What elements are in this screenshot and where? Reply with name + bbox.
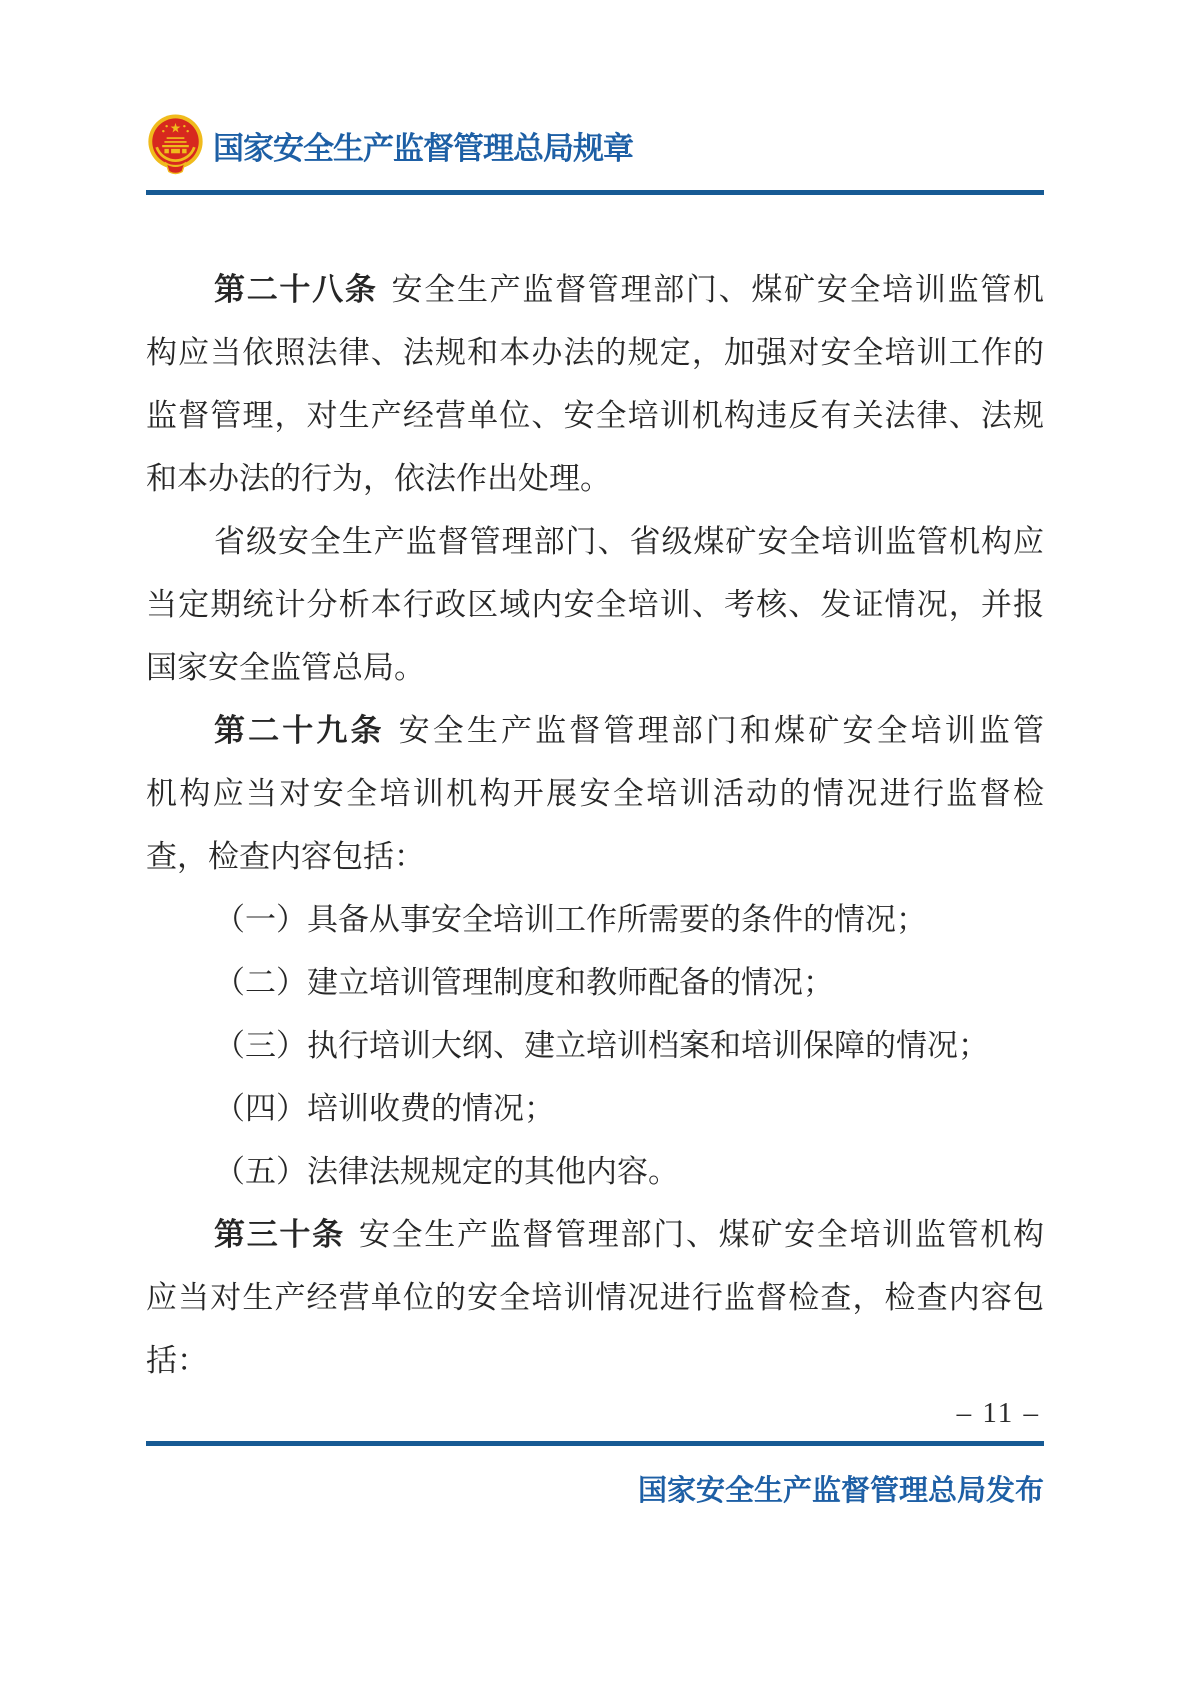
line-text: （一）具备从事安全培训工作所需要的条件的情况； — [214, 902, 927, 937]
header-title: 国家安全生产监督管理总局规章 — [213, 130, 633, 166]
article-number: 第二十八条 — [214, 272, 378, 307]
line-text: 括： — [146, 1343, 208, 1378]
line-text: 国家安全监管总局。 — [146, 650, 425, 685]
document-line — [146, 447, 1044, 510]
line-text: （四）培训收费的情况； — [214, 1091, 555, 1126]
document-line — [146, 636, 1044, 699]
line-text: （三）执行培训大纲、建立培训档案和培训保障的情况； — [214, 1028, 989, 1063]
line-text: 应当对生产经营单位的安全培训情况进行监督检查，检查内容包 — [146, 1280, 1044, 1315]
document-line — [146, 1203, 1044, 1266]
line-text: 和本办法的行为，依法作出处理。 — [146, 461, 611, 496]
line-text: （二）建立培训管理制度和教师配备的情况； — [214, 965, 834, 1000]
line-text: 安全生产监督管理部门、煤矿安全培训监管机 — [391, 272, 1045, 307]
article-number: 第三十条 — [214, 1217, 345, 1252]
line-text: 查，检查内容包括： — [146, 839, 425, 874]
line-text: 安全生产监督管理部门、煤矿安全培训监管机构 — [358, 1217, 1045, 1252]
document-line — [146, 888, 1044, 951]
article-number: 第二十九条 — [214, 713, 385, 748]
document-line — [146, 573, 1044, 636]
header-divider — [146, 190, 1044, 195]
line-text: 安全生产监督管理部门和煤矿安全培训监管 — [398, 713, 1045, 748]
document-line — [146, 1329, 1044, 1392]
page-number: – 11 – — [956, 1397, 1040, 1429]
document-line — [146, 699, 1044, 762]
document-line — [146, 762, 1044, 825]
china-national-emblem-icon — [147, 114, 204, 176]
line-text: 当定期统计分析本行政区域内安全培训、考核、发证情况，并报 — [146, 587, 1044, 622]
line-text: 机构应当对安全培训机构开展安全培训活动的情况进行监督检 — [146, 776, 1044, 811]
line-text: （五）法律法规规定的其他内容。 — [214, 1154, 679, 1189]
line-text: 监督管理，对生产经营单位、安全培训机构违反有关法律、法规 — [146, 398, 1044, 433]
document-body — [146, 258, 1044, 1392]
document-line — [146, 258, 1044, 321]
document-line — [146, 1077, 1044, 1140]
footer-divider — [146, 1441, 1044, 1446]
footer-publisher: 国家安全生产监督管理总局发布 — [637, 1475, 1044, 1507]
line-text: 构应当依照法律、法规和本办法的规定，加强对安全培训工作的 — [146, 335, 1044, 370]
document-line — [146, 384, 1044, 447]
line-text: 省级安全生产监督管理部门、省级煤矿安全培训监管机构应 — [214, 524, 1044, 559]
document-line — [146, 510, 1044, 573]
document-line — [146, 1266, 1044, 1329]
document-line — [146, 321, 1044, 384]
document-line — [146, 825, 1044, 888]
document-line — [146, 951, 1044, 1014]
document-line — [146, 1140, 1044, 1203]
document-header — [147, 112, 633, 178]
document-line — [146, 1014, 1044, 1077]
